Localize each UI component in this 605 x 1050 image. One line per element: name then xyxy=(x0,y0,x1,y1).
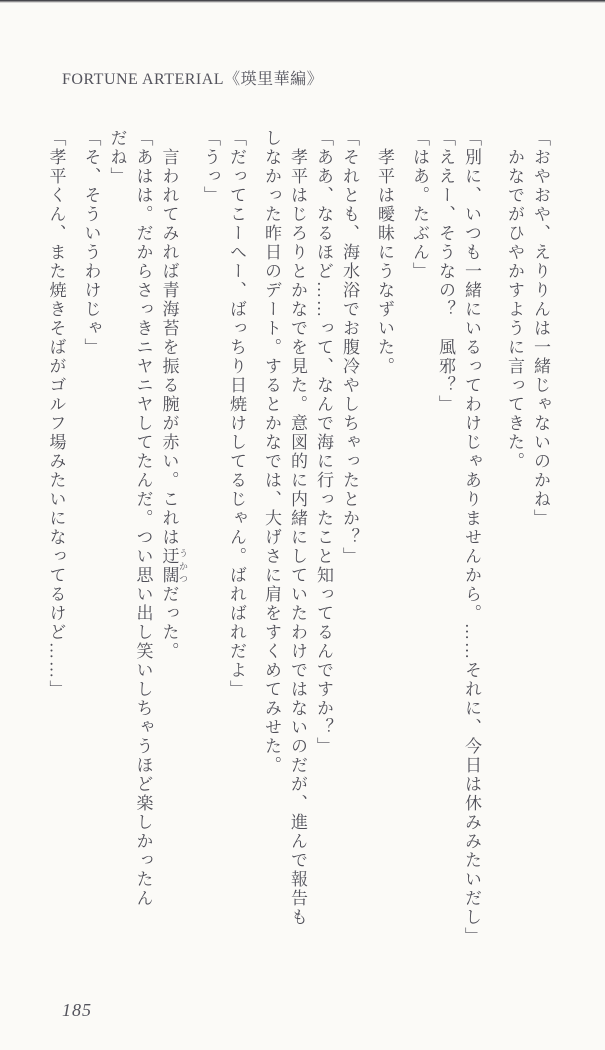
text-line: 「そ、そういうわけじゃ」 xyxy=(81,129,101,357)
text-line: 「ああ、なるほど……って、なんで海に行ったこと知ってるんですか？」 xyxy=(314,129,333,756)
text-line: 「別に、いつも一緒にいるってわけじゃありませんから。……それに、今日は休みみたいだし」 xyxy=(462,129,481,946)
text-line: 「それとも、海水浴でお腹冷やしちゃったとか？」 xyxy=(340,129,359,566)
scan-edge xyxy=(0,0,605,3)
text-line: 「はあ。たぶん」 xyxy=(410,129,429,281)
text-line: 「あはは。だからさっきニヤニヤしてたんだ。つい思い出し笑いしちゃうほど楽しかったん xyxy=(133,129,153,908)
text-line: だね」 xyxy=(107,129,127,186)
text-line: しなかった昨日のデート。するとかなでは、大げさに肩をすくめてみせた。 xyxy=(262,129,281,775)
text-line: 言われてみれば青海苔を振る腕が赤い。これは迂闊 うかつだった。 xyxy=(159,148,188,661)
text-line: 孝平はじろりとかなでを見た。意図的に内緒にしていたわけではないのだが、進んで報告も xyxy=(288,148,307,927)
text-line: 「だってこーへー、ばっちり日焼けしてるじゃん。ばればれだよ」 xyxy=(227,129,246,699)
book-header: FORTUNE ARTERIAL《瑛里華編》 xyxy=(62,71,324,88)
text-line: 「おやおや、えりりんは一緒じゃないのかね」 xyxy=(531,129,550,528)
ruby-word: 迂闊 うかつ xyxy=(159,547,188,585)
novel-text-block xyxy=(43,129,554,1024)
text-line: 「孝平くん、また焼きそばがゴルフ場みたいになってるけど……」 xyxy=(46,129,66,699)
text-line: 「うっ」 xyxy=(201,129,220,205)
text-line: 孝平は曖昧にうなずいた。 xyxy=(375,148,394,376)
text-line: 「ええー、そうなの？ 風邪？」 xyxy=(436,129,455,414)
text-line: かなでがひやかすように言ってきた。 xyxy=(505,148,524,471)
page-number: 185 xyxy=(62,1000,92,1020)
